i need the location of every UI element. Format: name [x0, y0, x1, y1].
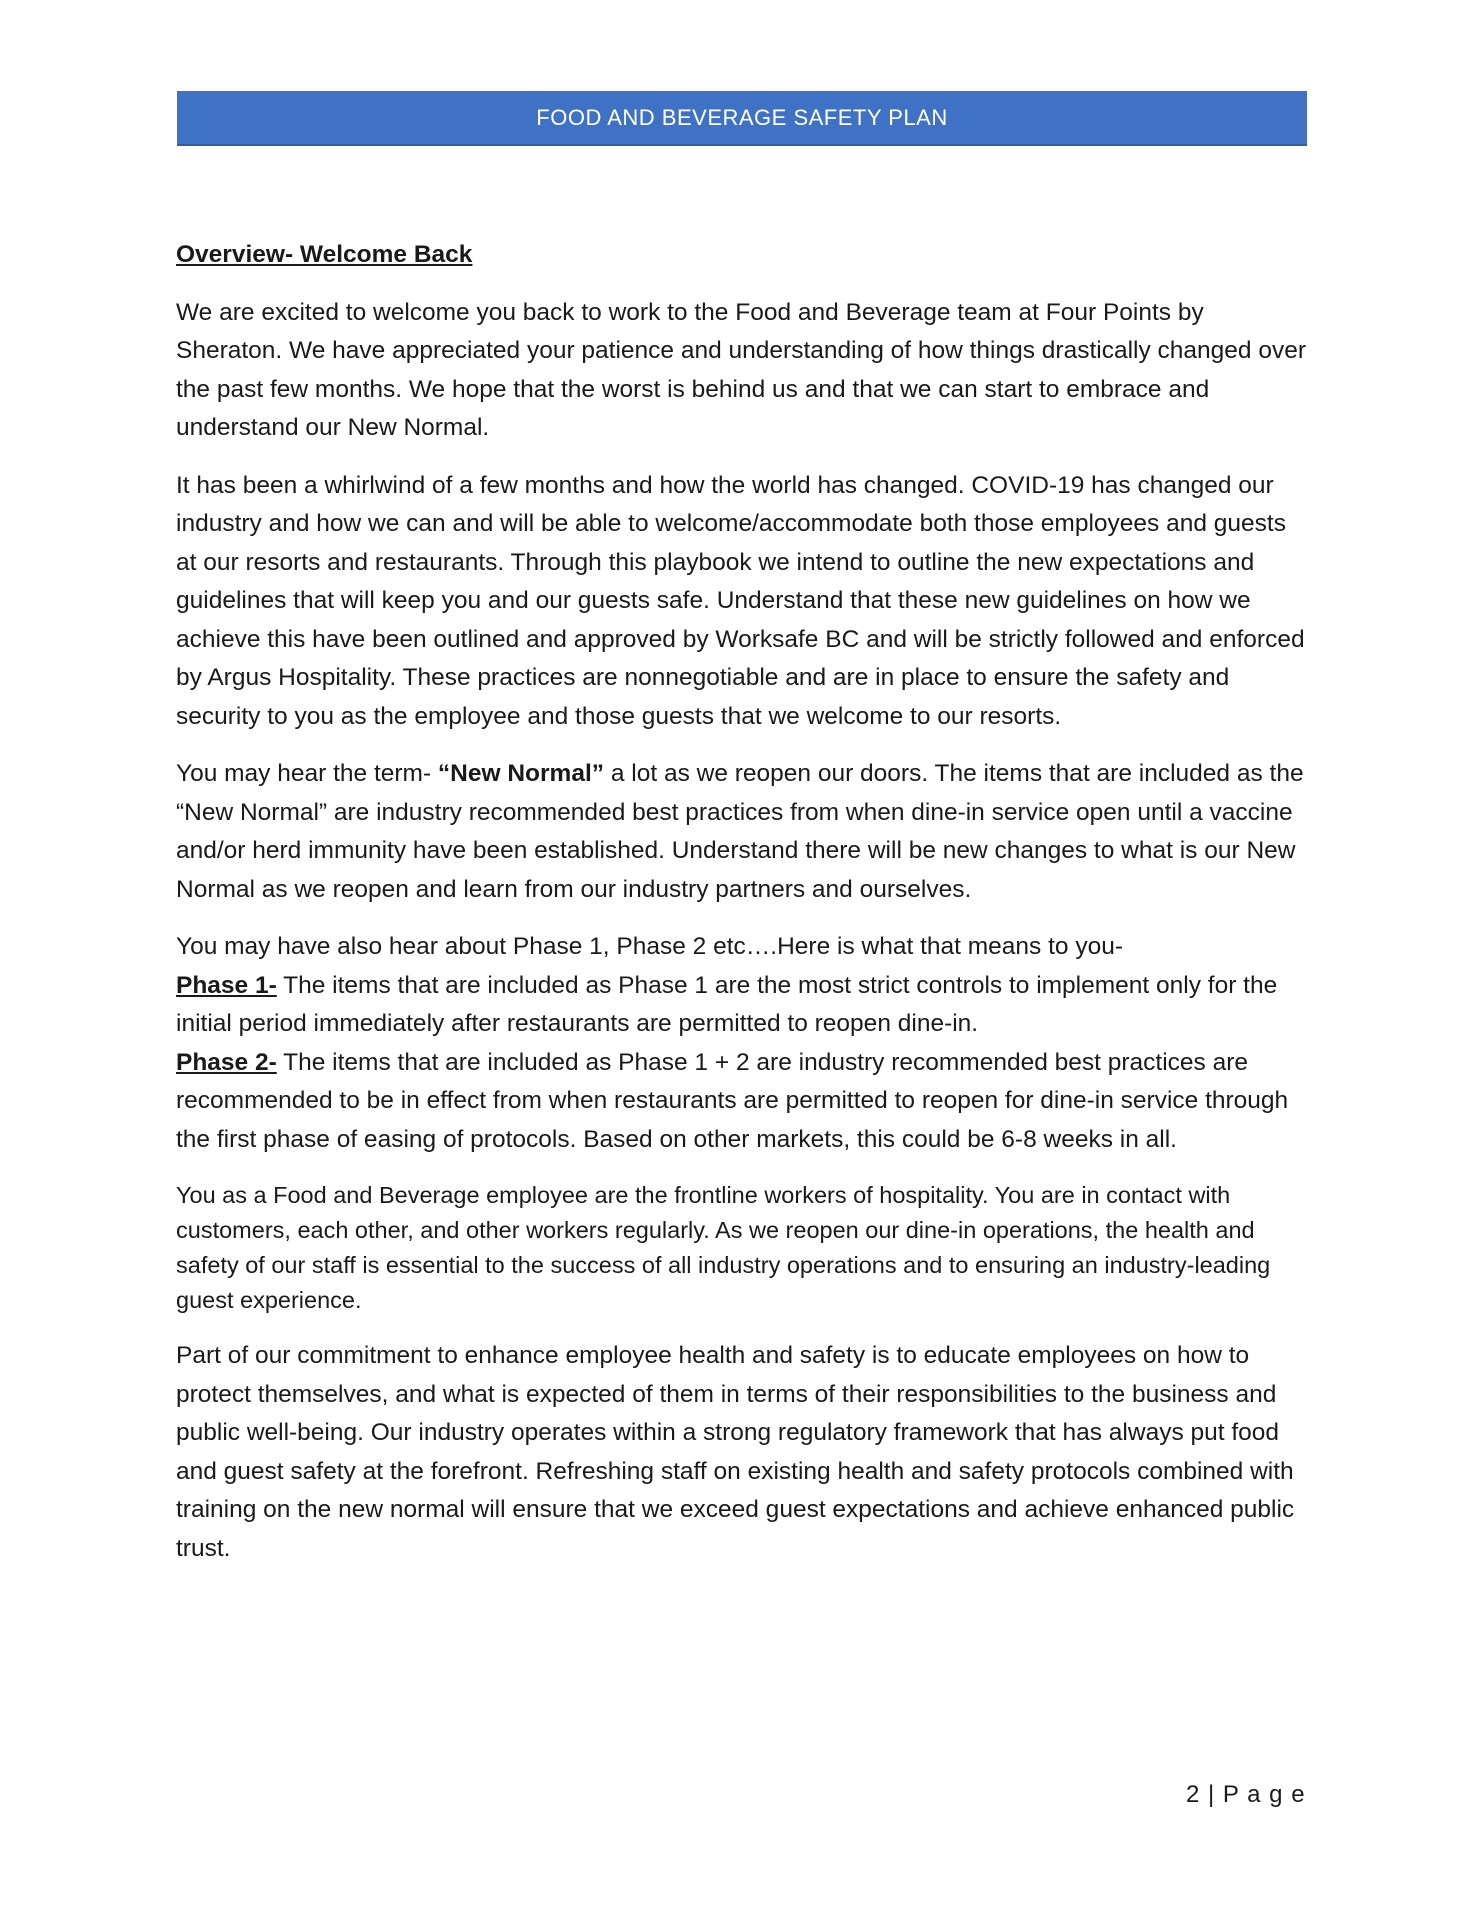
- new-normal-body: a lot as we reopen our doors. The items that are included as the “New Normal” are industry recommended best practices from when dine-in service open until a vaccine and/or herd immunity have been established. Understand there will be new changes to what is our New Normal as we reopen and learn from our industry partners and ourselves.: [176, 760, 1304, 903]
- phase-1-label: Phase 1-: [176, 971, 277, 999]
- phase-2-text: The items that are included as Phase 1 + 2 are industry recommended best practices are recommended to be in effect from when restaurants are permitted to reopen for dine-in service through the first phase of easing of protocols. Based on other markets, this could be 6-8 weeks in all.: [176, 1048, 1289, 1153]
- paragraph-welcome: We are excited to welcome you back to work to the Food and Beverage team at Four Points by Sheraton. We have appreciated your patience and understanding of how things drastically changed over the past few months. We hope that the worst is behind us and that we can start to embrace and understand our New Normal.: [176, 298, 1307, 441]
- paragraph-phases: [176, 928, 1310, 1159]
- new-normal-intro: You may hear the term-: [176, 760, 438, 787]
- paragraph-covid: It has been a whirlwind of a few months and how the world has changed. COVID-19 has changed our industry and how we can and will be able to welcome/accommodate both those employees and guests at our resorts and restaurants. Through this playbook we intend to outline the new expectations and guidelines that will keep you and our guests safe. Understand that these new guidelines on how we achieve this have been outlined and approved by Worksafe BC and will be strictly followed and enforced by Argus Hospitality. These practices are nonnegotiable and are in place to ensure the safety and security to you as the employee and those guests that we welcome to our resorts.: [176, 471, 1305, 730]
- section-heading: Overview- Welcome Back: [176, 241, 473, 268]
- phase-1-text: The items that are included as Phase 1 are the most strict controls to implement only for the initial period immediately after restaurants are permitted to reopen dine-in.: [176, 971, 1278, 1037]
- paragraph-commitment: Part of our commitment to enhance employee health and safety is to educate employees on how to protect themselves, and what is expected of them in terms of their responsibilities to the business and public well-being. Our industry operates within a strong regulatory framework that has always put food and guest safety at the forefront. Refreshing staff on existing health and safety protocols combined with training on the new normal will ensure that we exceed guest expectations and achieve enhanced public trust.: [176, 1342, 1295, 1562]
- new-normal-term: “New Normal”: [437, 760, 605, 787]
- paragraph-frontline: You as a Food and Beverage employee are the frontline workers of hospitality. You are in contact with customers, each other, and other workers regularly. As we reopen our dine-in operations, the health and safety of our staff is essential to the success of all industry operations and to ensuring an industry-leading guest experience.: [176, 1182, 1271, 1313]
- page-number: 2 | P a g e: [1186, 1781, 1306, 1808]
- document-header-bar: [177, 91, 1307, 146]
- phase-2-label: Phase 2-: [176, 1048, 277, 1076]
- document-title: FOOD AND BEVERAGE SAFETY PLAN: [536, 104, 948, 130]
- paragraph-new-normal: [176, 755, 1310, 909]
- document-body: [176, 236, 1310, 1587]
- phases-intro: You may have also hear about Phase 1, Phase 2 etc….Here is what that means to you-: [176, 933, 1123, 960]
